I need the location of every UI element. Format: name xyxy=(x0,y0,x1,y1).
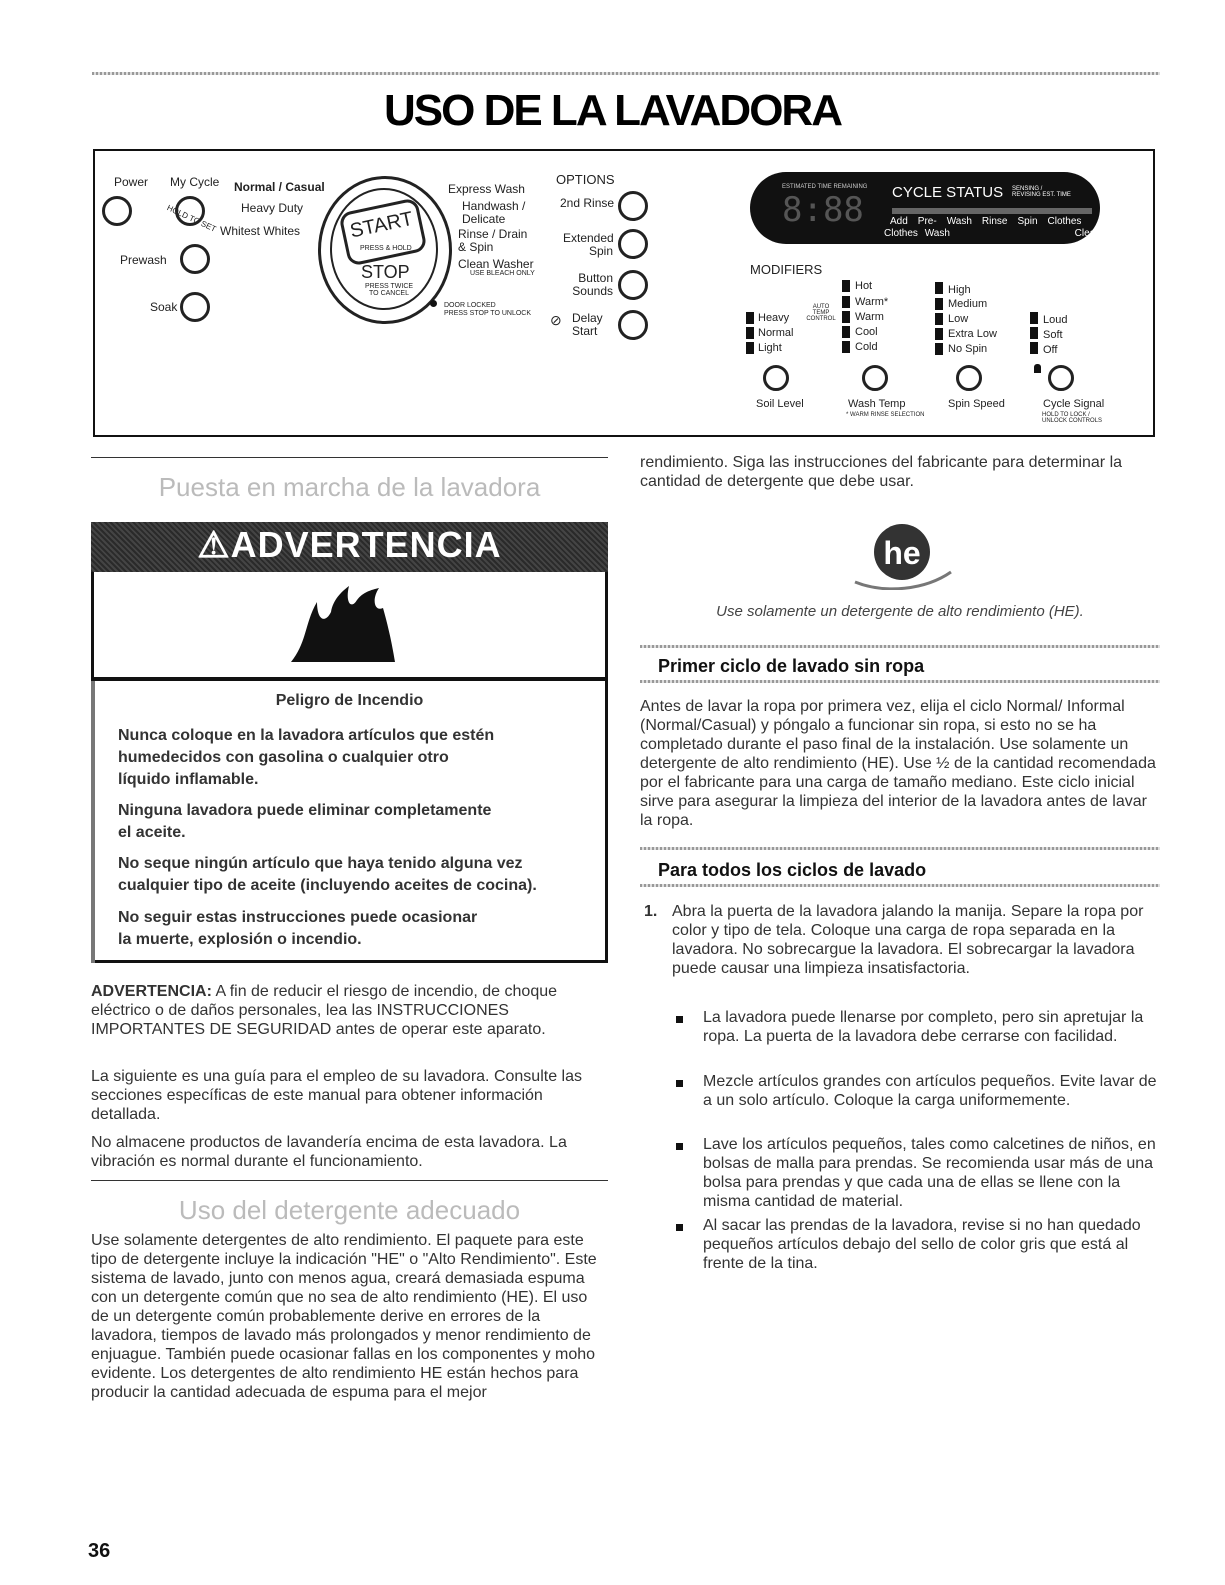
options-title: OPTIONS xyxy=(556,172,615,187)
temp-warm: Warm xyxy=(855,311,884,323)
soil-normal: Normal xyxy=(758,327,794,339)
option-extended-spin: Extended Spin xyxy=(563,231,614,258)
soak-label: Soak xyxy=(150,300,178,314)
section-rule-2 xyxy=(91,1180,608,1181)
start-button-graphic: START xyxy=(338,197,427,266)
subheading-primer-ciclo: Primer ciclo de lavado sin ropa xyxy=(658,656,925,676)
storage-paragraph: No almacene productos de lavandería encima de esta lavadora. La vibración es normal durante el funcionamiento. xyxy=(91,1134,567,1170)
estimated-time-label: ESTIMATED TIME REMAINING xyxy=(782,184,868,190)
power-knob xyxy=(102,196,132,226)
soil-light: Light xyxy=(758,342,782,354)
soil-light-marker xyxy=(746,342,754,354)
section-heading-puesta: Puesta en marcha de la lavadora xyxy=(158,472,541,502)
lock-sub: PRESS STOP TO UNLOCK xyxy=(444,310,532,317)
detergent-paragraph: Use solamente detergentes de alto rendimiento. El paquete para este tipo de detergente incluye la indicación "HE" o "Alto Rendimiento". Este sistema de lavado, junto con menos agua, creará demasiada espuma con un detergente común que no sea de alto rendimiento (HE). El uso de un detergente común probablemente derive en errores de la lavadora, tiempos de lavado más prolongados y menor rendimiento de enjuague. También puede ocasionar fallas en los componentes y moho evidente. Los detergentes de alto rendimiento HE están hechos para producir la cantidad adecuada de espuma para el mejor xyxy=(91,1232,597,1401)
spin-no-spin-marker xyxy=(935,343,943,355)
modifiers-title: MODIFIERS xyxy=(750,262,823,277)
section-heading-detergente: Uso del detergente adecuado xyxy=(178,1195,521,1225)
temp-hot: Hot xyxy=(855,280,873,292)
temp-hot-marker xyxy=(842,280,850,292)
option-delay-start: Delay Start xyxy=(572,311,603,338)
wash-temp-sub: * WARM RINSE SELECTION xyxy=(846,412,925,418)
lock-icon xyxy=(430,300,437,307)
option-button-sounds-knob xyxy=(618,270,648,300)
spin-no-spin: No Spin xyxy=(948,343,988,355)
advertencia-paragraph: ADVERTENCIA: A fin de reducir el riesgo de incendio, de choque eléctrico o de daños personales, lea las INSTRUCCIONES IMPORTANTES DE SEGURIDAD antes de operar este aparato. xyxy=(91,983,558,1038)
spin-high-marker xyxy=(935,282,943,294)
cycle-signal-knob xyxy=(1048,365,1074,391)
cycle-heavy: Heavy Duty xyxy=(241,201,304,215)
warning-4: No seguir estas instrucciones puede ocasionar la muerte, explosión o incendio. xyxy=(118,909,478,948)
step-1: Abra la puerta de la lavadora jalando la manija. Separe la ropa por color y tipo de tela. Coloque una carga de ropa separada en la lavadora. No sobrecargue la lavadora. El sobrecargar la lavadora puede causar una limpieza insatisfactoria. xyxy=(672,903,1144,977)
option-2nd-rinse: 2nd Rinse xyxy=(560,196,615,210)
option-button-sounds: Button Sounds xyxy=(572,271,613,298)
cycle-whitest: Whitest Whites xyxy=(220,224,301,238)
status-progress-strip xyxy=(892,208,1092,214)
status-steps-row1: Add Pre- Wash Rinse Spin Clothes xyxy=(890,216,1082,227)
step-number: 1. xyxy=(644,903,658,920)
subheading-todos-ciclos: Para todos los ciclos de lavado xyxy=(658,860,927,880)
bullet-4: Al sacar las prendas de la lavadora, revise si no han quedado pequeños artículos debajo del sello de color gris que está al frente de la tina. xyxy=(703,1217,1141,1272)
page-number: 36 xyxy=(88,1540,111,1562)
cycle-status-title: CYCLE STATUS xyxy=(892,184,1004,201)
soil-heavy-marker xyxy=(746,312,754,324)
svg-text:he: he xyxy=(883,535,921,571)
spin-extra-low-marker xyxy=(935,328,943,340)
soil-heavy: Heavy xyxy=(758,312,790,324)
temp-warm-star-marker xyxy=(842,296,850,308)
temp-cool-marker xyxy=(842,326,850,338)
temp-cold: Cold xyxy=(855,341,878,353)
warning-triangle-icon: ⚠ xyxy=(197,524,231,565)
option-delay-start-knob xyxy=(618,310,648,340)
signal-soft: Soft xyxy=(1043,329,1063,341)
my-cycle-label: My Cycle xyxy=(170,175,220,189)
warning-side-bar xyxy=(91,681,95,963)
auto-temp-label: AUTO TEMP CONTROL xyxy=(806,304,836,322)
prewash-knob xyxy=(180,244,210,274)
bullet-marker xyxy=(676,1080,683,1087)
cycle-clean: Clean Washer xyxy=(458,257,534,271)
page-title: USO DE LA LAVADORA xyxy=(384,86,841,135)
spin-medium-marker xyxy=(935,298,943,310)
cycle-rinse: Rinse / Drain & Spin xyxy=(458,227,528,254)
warning-separator xyxy=(91,677,608,681)
he-caption: Use solamente un detergente de alto rendimiento (HE). xyxy=(716,603,1084,620)
warning-1: Nunca coloque en la lavadora artículos que estén humedecidos con gasolina o cualquier otro líquido inflamable. xyxy=(118,727,495,788)
spin-speed-label: Spin Speed xyxy=(948,398,1005,410)
spin-extra-low: Extra Low xyxy=(948,328,997,340)
subhead-rule-top-2 xyxy=(640,847,1160,850)
temp-cold-marker xyxy=(842,341,850,353)
time-digits: 8:88 xyxy=(782,190,864,230)
subhead-rule-bottom xyxy=(640,680,1160,683)
power-label: Power xyxy=(114,175,149,189)
signal-off: Off xyxy=(1043,344,1058,356)
delay-icon: ⊘ xyxy=(550,312,562,328)
hold-to-set-label: HOLD TO SET xyxy=(165,203,218,234)
soil-level-knob xyxy=(763,365,789,391)
signal-loud-marker xyxy=(1030,312,1038,324)
signal-loud: Loud xyxy=(1043,314,1068,326)
wash-temp-knob xyxy=(862,365,888,391)
lock-icon xyxy=(1034,364,1041,373)
spin-low: Low xyxy=(948,313,969,325)
cycle-handwash: Handwash / Delicate xyxy=(462,199,526,226)
soil-normal-marker xyxy=(746,327,754,339)
signal-soft-marker xyxy=(1030,327,1038,339)
wash-temp-label: Wash Temp xyxy=(848,398,906,410)
warning-3: No seque ningún artículo que haya tenido alguna vez cualquier tipo de aceite (incluyendo aceites de cocina). xyxy=(118,855,537,894)
status-steps-row2: Clothes Wash Clean xyxy=(884,228,1101,239)
option-extended-spin-knob xyxy=(618,229,648,259)
bullet-marker xyxy=(676,1224,683,1231)
prewash-label: Prewash xyxy=(120,253,167,267)
cycle-signal-label: Cycle Signal xyxy=(1043,398,1105,410)
subhead-rule-bottom-2 xyxy=(640,884,1160,887)
stop-label: STOP xyxy=(361,262,410,282)
soak-knob xyxy=(180,292,210,322)
temp-warm-star: Warm* xyxy=(855,296,889,308)
guide-paragraph: La siguiente es una guía para el empleo de su lavadora. Consulte las secciones específicas de este manual para obtener información detallada. xyxy=(91,1068,582,1123)
sensing-label: SENSING / REVISING EST. TIME xyxy=(1012,186,1071,198)
fire-hazard-title: Peligro de Incendio xyxy=(275,692,424,709)
clean-sub: USE BLEACH ONLY xyxy=(470,270,535,277)
bullet-2: Mezcle artículos grandes con artículos pequeños. Evite lavar de a un solo artículo. Coloque la carga uniformemente. xyxy=(703,1073,1157,1109)
start-sub: PRESS & HOLD xyxy=(360,245,412,252)
bullet-1: La lavadora puede llenarse por completo, pero sin apretujar la ropa. La puerta de la lavadora debe cerrarse con facilidad. xyxy=(703,1009,1144,1045)
spin-high: High xyxy=(948,284,971,296)
fire-icon xyxy=(287,582,397,664)
stop-sub: PRESS TWICE TO CANCEL xyxy=(364,283,414,297)
signal-off-marker xyxy=(1030,342,1038,354)
warning-2: Ninguna lavadora puede eliminar completamente el aceite. xyxy=(118,802,492,841)
spin-low-marker xyxy=(935,313,943,325)
cycle-signal-sub: HOLD TO LOCK / UNLOCK CONTROLS xyxy=(1042,412,1103,424)
lock-label: DOOR LOCKED xyxy=(444,302,496,309)
he-logo xyxy=(845,520,960,590)
first-cycle-paragraph: Antes de lavar la ropa por primera vez, elija el ciclo Normal/ Informal (Normal/Casual) y póngalo a funcionar sin ropa, si esto no se ha completado durante el paso final de la instalación. Use solamente un detergente de alto rendimiento (HE). Use ½ de la cantidad recomendada por el fabricante para una carga de tamaño mediano. Este ciclo inicial sirve para asegurar la limpieza del interior de la lavadora antes de lavar la ropa. xyxy=(640,698,1156,829)
temp-warm-marker xyxy=(842,311,850,323)
warning-title: ⚠ADVERTENCIA xyxy=(197,524,502,565)
section-rule xyxy=(91,457,608,458)
spin-medium: Medium xyxy=(948,298,988,310)
bullet-3: Lave los artículos pequeños, tales como calcetines de niños, en bolsas de malla para prendas. Se recomienda usar más de una bolsa para prendas y que cada una de ellas se llene con la misma cantidad de material. xyxy=(703,1136,1156,1210)
soil-level-label: Soil Level xyxy=(756,398,804,410)
subhead-rule-top xyxy=(640,645,1160,648)
cycle-express: Express Wash xyxy=(448,182,525,196)
temp-cool: Cool xyxy=(855,326,878,338)
bullet-marker xyxy=(676,1143,683,1150)
detergent-continued: rendimiento. Siga las instrucciones del fabricante para determinar la cantidad de detergente que debe usar. xyxy=(640,454,1123,490)
top-rule xyxy=(92,72,1160,75)
spin-speed-knob xyxy=(956,365,982,391)
bullet-marker xyxy=(676,1016,683,1023)
cycle-normal: Normal / Casual xyxy=(234,180,325,194)
option-2nd-rinse-knob xyxy=(618,191,648,221)
